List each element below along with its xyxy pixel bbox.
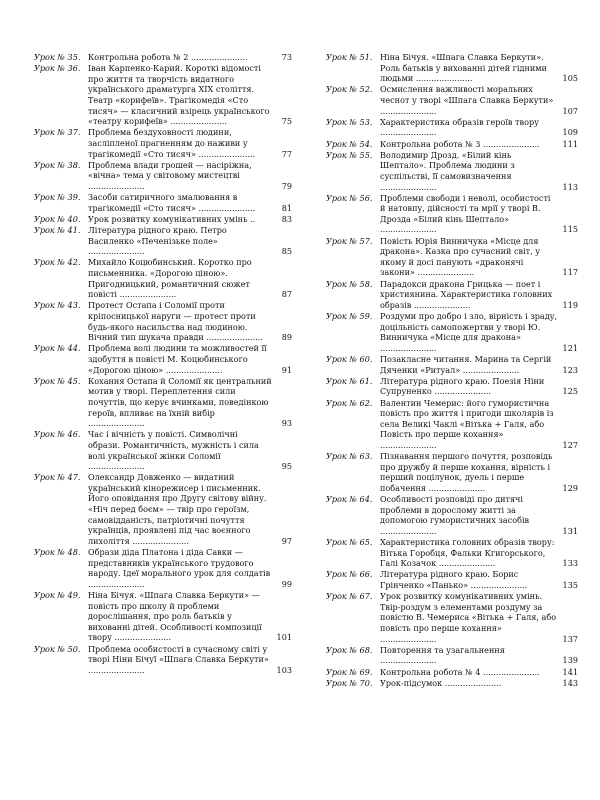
lesson-number: Урок № 47.	[34, 472, 81, 483]
lesson-number: Урок № 44.	[34, 343, 81, 354]
lesson-number: Урок № 51.	[326, 52, 373, 62]
lesson-number: Урок № 69.	[326, 666, 373, 677]
page-number: 103	[276, 664, 292, 675]
lesson-title: Характеристика образів героїв твору ......................	[380, 116, 539, 138]
toc-entry	[34, 429, 292, 471]
lesson-title: Роздуми про добро і зло, вірність і зраду, доцільність самопожертви у творі Ю. Винничука «Місце для дракона» ......................	[380, 311, 558, 353]
toc-entry	[34, 590, 292, 643]
page-number: 137	[562, 633, 578, 644]
lesson-number: Урок № 46.	[34, 429, 81, 440]
lesson-title: Осмислення важливості моральних чеснот у творі «Шпага Славка Беркути» ......................	[380, 84, 554, 116]
toc-entry	[34, 192, 292, 213]
page-number: 107	[562, 105, 578, 116]
toc-entry	[34, 225, 292, 257]
lesson-number: Урок № 43.	[34, 300, 81, 311]
lesson-title: Повість Юрія Винничука «Місце для дракона». Казка про сучасний світ, у якому й досі панують «драконячі закони» ......................	[380, 235, 541, 278]
toc-left-column	[34, 52, 292, 676]
lesson-number: Урок № 52.	[326, 84, 373, 95]
lesson-title: Проблема волі людини та можливостей її здобуття в повісті М. Коцюбинського «Дорогою ціною» ......................	[88, 343, 267, 375]
toc-entry	[34, 472, 292, 546]
lesson-number: Урок № 53.	[326, 116, 373, 127]
lesson-number: Урок № 55.	[326, 149, 373, 160]
lesson-number: Урок № 58.	[326, 278, 373, 289]
lesson-number: Урок № 42.	[34, 257, 81, 268]
lesson-title: Література рідного краю. Поезія Ніни Супруненко ......................	[380, 375, 545, 397]
page-number: 121	[562, 342, 578, 353]
lesson-number: Урок № 39.	[34, 192, 81, 203]
page-number: 95	[281, 461, 292, 472]
lesson-number: Урок № 41.	[34, 225, 81, 236]
lesson-number: Урок № 67.	[326, 591, 373, 602]
page-number: 141	[562, 666, 578, 677]
toc-entry	[34, 257, 292, 299]
lesson-title: Характеристика головних образів твору: Вітька Горобця, Фальки Кгигорського, Галі Козачок ......................	[380, 537, 555, 569]
page-number: 85	[281, 246, 292, 257]
toc-entry	[326, 451, 578, 493]
toc-entry	[34, 547, 292, 589]
toc-entry	[326, 678, 578, 689]
lesson-title: Час і вічність у повісті. Символічні образи. Романтичність, мужність і сила волі української жінки Соломії ......................	[88, 429, 259, 472]
lesson-title: Урок розвитку комунікативних умінь ..	[88, 213, 256, 224]
lesson-number: Урок № 40.	[34, 213, 81, 224]
lesson-title: Засоби сатиричного змалювання в трагікомедії «Сто тисяч» ......................	[88, 192, 256, 213]
toc-entry	[326, 667, 578, 678]
lesson-number: Урок № 65.	[326, 537, 373, 548]
page-number: 111	[562, 138, 578, 149]
lesson-title: Валентин Чемерис: його гумористична повість про життя і пригоди школярів із села Великі Чаклі «Вітька + Галя, або Повість про перше кохання» ......................	[380, 397, 554, 450]
toc-entry	[34, 160, 292, 192]
lesson-number: Урок № 45.	[34, 375, 81, 386]
page-number: 109	[562, 127, 578, 138]
toc-entry	[326, 193, 578, 235]
lesson-title: Ніна Бічуя. «Шпага Славка Беркути». Роль батьків у вихованні дітей гідними людьми ......................	[380, 52, 547, 84]
lesson-title: Позакласне читання. Марина та Сергій Дяченки «Ритуал» ......................	[380, 353, 552, 375]
lesson-title: Ніна Бічуя. «Шпага Славка Беркути» — повість про школу й проблеми дорослішання, про роль батьків у вихованні дітей. Особливості композиції твору ......................	[88, 590, 262, 643]
lesson-number: Урок № 68.	[326, 644, 373, 655]
toc-entry	[326, 84, 578, 116]
lesson-title: Контрольна робота № 3 ......................	[380, 138, 540, 149]
toc-entry	[34, 300, 292, 342]
lesson-title: Література рідного краю. Петро Василенко «Печенізьке поле» ......................	[88, 225, 227, 257]
page-number: 115	[562, 224, 578, 235]
toc-right-column	[326, 52, 578, 689]
page-number: 119	[562, 299, 578, 310]
lesson-number: Урок № 70.	[326, 677, 373, 688]
page-number: 75	[281, 116, 292, 127]
page-number: 129	[562, 482, 578, 493]
lesson-number: Урок № 50.	[34, 643, 81, 654]
toc-entry	[326, 236, 578, 278]
page-number: 123	[562, 364, 578, 375]
lesson-title: Володимир Дрозд. «Білий кінь Шептало». Проблема людини з суспільстві, її самовизначення ......................	[380, 149, 515, 192]
toc-entry	[326, 569, 578, 590]
page-number: 83	[281, 213, 292, 224]
table-of-contents-page	[34, 52, 578, 752]
lesson-title: Іван Карпенко-Карий. Короткі відомості про життя та творчість видатного українського драматурга XIX століття. Театр «корифеїв». Трагікомедія «Сто тисяч» — класичний взірець українського «театру корифеїв» ......................	[88, 63, 270, 127]
lesson-title: Особливості розповіді про дитячі проблеми в дорослому житті за допомогою гумористичних засобів ......................	[380, 494, 530, 536]
toc-entry	[34, 343, 292, 375]
toc-entry	[326, 537, 578, 569]
lesson-title: Протест Остапа і Соломії проти кріпосницької наруги — протест проти будь-якого насильства над людиною. Вічний тип шукача правди ......................	[88, 300, 263, 343]
toc-entry	[326, 494, 578, 536]
lesson-number: Урок № 57.	[326, 235, 373, 246]
page-number: 81	[281, 202, 292, 213]
lesson-number: Урок № 62.	[326, 397, 373, 408]
page-number: 101	[276, 632, 292, 643]
lesson-title: Проблеми свободи і неволі, особистості й натовпу, дійсності та мрії у творі В. Дрозда «Білий кінь Шептало» ......................	[380, 192, 551, 235]
page-number: 133	[562, 558, 578, 569]
toc-entry	[326, 117, 578, 138]
toc-entry	[326, 398, 578, 451]
toc-entry	[326, 279, 578, 311]
page-number: 105	[562, 73, 578, 84]
page-number: 87	[281, 289, 292, 300]
lesson-title: Проблема влади грошей — насіріжна, «вічна» тема у світовому мистецтві ......................	[88, 159, 252, 191]
toc-entry	[326, 354, 578, 375]
lesson-number: Урок № 59.	[326, 311, 373, 321]
toc-entry	[326, 376, 578, 397]
toc-entry	[34, 644, 292, 676]
toc-entry	[326, 591, 578, 644]
page-number: 91	[281, 364, 292, 375]
lesson-number: Урок № 56.	[326, 192, 373, 203]
lesson-number: Урок № 60.	[326, 353, 373, 364]
lesson-number: Урок № 64.	[326, 494, 373, 505]
page-number: 117	[562, 267, 578, 278]
page-number: 131	[562, 525, 578, 536]
lesson-number: Урок № 48.	[34, 547, 81, 558]
toc-entry	[326, 311, 578, 353]
toc-entry	[34, 127, 292, 159]
lesson-number: Урок № 54.	[326, 138, 373, 149]
page-number: 139	[562, 655, 578, 666]
lesson-title: Література рідного краю. Борис Грінченко «Панько» ......................	[380, 569, 528, 590]
page-number: 99	[281, 578, 292, 589]
lesson-title: Образи діда Платона і діда Савки — представників українського трудового народу. Ідеї морального урок для солдатів ......................	[88, 547, 271, 589]
toc-entry	[34, 63, 292, 127]
toc-entry	[326, 52, 578, 84]
lesson-number: Урок № 37.	[34, 127, 81, 138]
toc-entry	[326, 139, 578, 150]
page-number: 113	[562, 181, 578, 192]
page-number: 73	[281, 52, 292, 62]
lesson-number: Урок № 49.	[34, 590, 81, 600]
toc-entry	[326, 150, 578, 192]
page-number: 135	[562, 580, 578, 590]
lesson-title: Кохання Остапа й Соломії як центральний мотив у творі. Переплетення сили почуттів, що керує вчинками, поведінкою героїв, впливає на їхній вибір ......................	[88, 375, 272, 429]
lesson-number: Урок № 38.	[34, 159, 81, 170]
page-number: 97	[281, 535, 292, 546]
page-number: 77	[281, 148, 292, 159]
page-number: 79	[281, 180, 292, 191]
lesson-number: Урок № 36.	[34, 63, 81, 74]
page-number: 89	[281, 332, 292, 343]
toc-entry	[326, 645, 578, 666]
lesson-title: Проблема особистості в сучасному світі у творі Ніни Бічуї «Шпага Славка Беркути» ......................	[88, 643, 269, 675]
lesson-title: Урок розвитку комунікативних умінь. Твір-роздум з елементами роздуму за повістю В. Чемериса «Вітька + Галя, або повість про перше кохання» ......................	[380, 591, 557, 644]
lesson-title: Контрольна робота № 2 ......................	[88, 52, 248, 62]
lesson-title: Повторення та узагальнення ......................	[380, 644, 505, 666]
lesson-title: Пізнавання першого почуття, розповідь про дружбу й перше кохання, вірність і перший поцілунок, дуель і перше побачення ......................	[380, 451, 553, 493]
lesson-number: Урок № 35.	[34, 52, 81, 62]
page-number: 93	[281, 418, 292, 429]
toc-entry	[34, 376, 292, 429]
lesson-title: Проблема бездуховності людини, засліпленої прагненням до наживи у трагікомедії «Сто тисяч» ......................	[88, 127, 256, 159]
lesson-number: Урок № 61.	[326, 375, 373, 386]
lesson-title: Михайло Коцюбинський. Коротко про письменника. «Дорогою ціною». Пригодницький, романтичний сюжет повісті ......................	[88, 257, 252, 300]
lesson-title: Олександр Довженко — видатний український кінорежисер і письменник. Його оповідання про Другу світову війну. «Ніч перед боєм» — твір про героїзм, самовідданість, патріотичні почуття українців, проявлені під час воєнного лихоліття ......................	[88, 472, 267, 546]
lesson-number: Урок № 66.	[326, 569, 373, 580]
page-number: 125	[562, 386, 578, 397]
toc-entry	[34, 52, 292, 63]
lesson-number: Урок № 63.	[326, 451, 373, 462]
page-number: 143	[562, 677, 578, 688]
lesson-title: Урок-підсумок ......................	[380, 677, 502, 688]
toc-entry	[34, 214, 292, 225]
lesson-title: Парадокси дракона Грицька — поет і християнина. Характеристика головних образів ......................	[380, 278, 553, 310]
lesson-title: Контрольна робота № 4 ......................	[380, 666, 540, 677]
page-number: 127	[562, 439, 578, 450]
